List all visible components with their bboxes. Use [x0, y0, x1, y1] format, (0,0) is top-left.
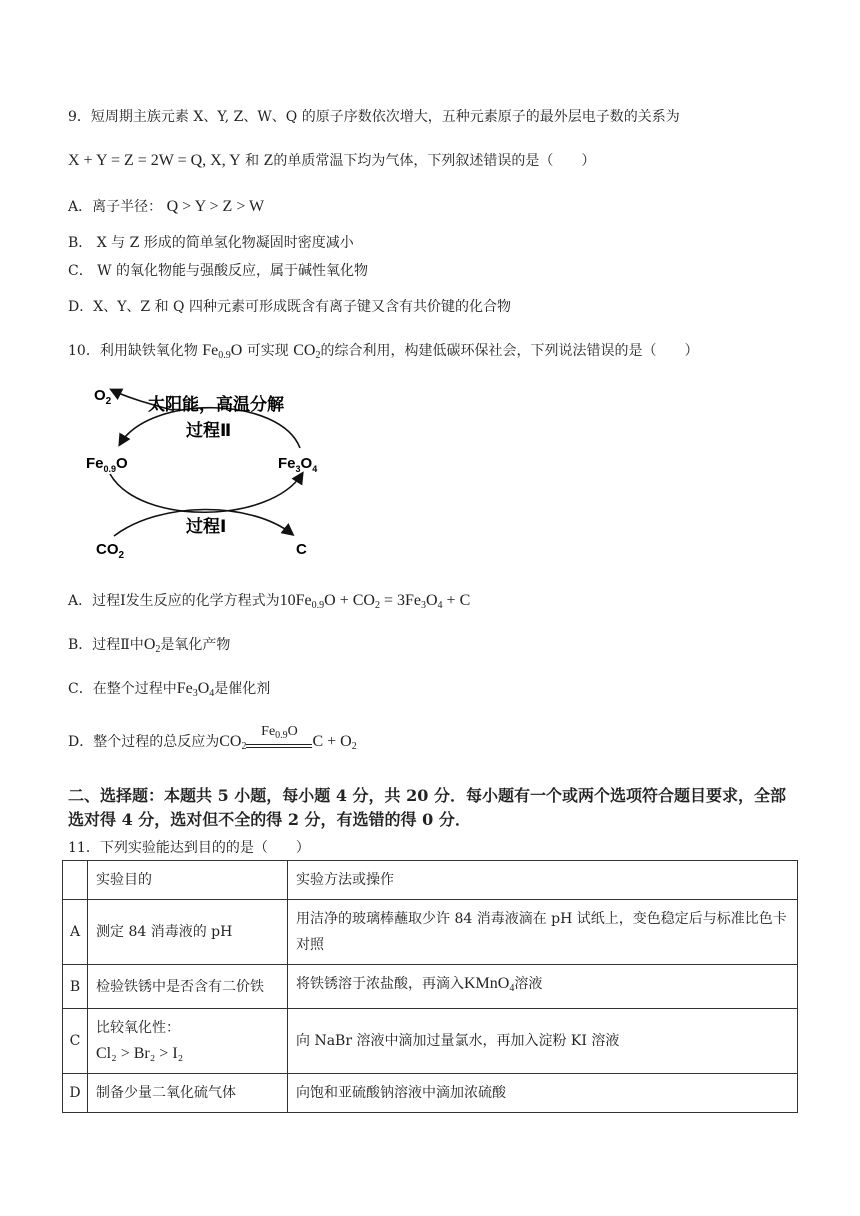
- row-goal: 检验铁锈中是否含有二价铁: [88, 965, 288, 1009]
- q10-co2: $CO_2$: [293, 342, 321, 361]
- q10-option-a: [68, 590, 470, 611]
- row-method: 将铁锈溶于浓盐酸，再滴入KMnO$_4$溶液: [288, 965, 798, 1009]
- section-two-heading: 二、选择题：本题共 5 小题，每小题 4 分，共 20 分．每小题有一个或两个选项符合题目要求，全部选对得 4 分，选对但不全的得 2 分，有选错的得 0 分．: [68, 786, 786, 829]
- q9-option-d: D．X、Y、Z 和 Q 四种元素可形成既含有离子键又含有共价键的化合物: [68, 299, 511, 315]
- q10-stem-c: 的综合利用，构建低碳环保社会，下列说法错误的是（ ）: [320, 343, 699, 359]
- q9-option-a: [68, 196, 264, 216]
- row-method: 用洁净的玻璃棒蘸取少许 84 消毒液滴在 pH 试纸上，变色稳定后与标准比色卡对照: [288, 900, 798, 965]
- header-method: 实验方法或操作: [288, 861, 798, 900]
- q10-option-a-equation: $10Fe_{0.9}O + CO_2 = 3Fe_3O_4 + C$: [279, 592, 471, 611]
- q9-stem-line2: [68, 150, 595, 170]
- q9-option-a-math: Q > Y > Z > W: [166, 198, 265, 215]
- row-goal: 比较氧化性： Cl₂ > Br₂ > I₂: [88, 1009, 288, 1074]
- row-method: 向饱和亚硫酸钠溶液中滴加浓硫酸: [288, 1074, 798, 1113]
- experiment-table: [62, 860, 798, 1113]
- cycle-diagram: [80, 376, 340, 566]
- label-c: C: [296, 541, 307, 558]
- q10-option-b: B．过程Ⅱ中$O_2$是氧化产物: [68, 636, 231, 655]
- row-label: A: [63, 900, 88, 965]
- label-co2: $CO_2$: [96, 541, 125, 561]
- table-header-row: [63, 861, 798, 900]
- row-goal: 测定 84 消毒液的 pH: [88, 900, 288, 965]
- row-label: D: [63, 1074, 88, 1113]
- label-fe3o4: $Fe_3O_4$: [278, 455, 318, 474]
- table-row: [63, 900, 798, 965]
- q10-fe09o: $Fe_{0.9}O$: [202, 342, 243, 361]
- q9-relation: X + Y = Z = 2W = Q, X, Y: [68, 152, 241, 169]
- q9-z: Z: [263, 152, 274, 169]
- label-top-2: 过程Ⅱ: [186, 421, 232, 440]
- row-label: B: [63, 965, 88, 1009]
- label-bottom: 过程Ⅰ: [186, 517, 227, 536]
- q9-text-rest: 的单质常温下均为气体，下列叙述错误的是（ ）: [273, 153, 596, 169]
- table-row: [63, 1074, 798, 1113]
- row-label: C: [63, 1009, 88, 1074]
- row-goal: 制备少量二氧化硫气体: [88, 1074, 288, 1113]
- table-row: [63, 1009, 798, 1074]
- lower-arc: [110, 474, 302, 512]
- label-fe09o: $Fe_{0.9}O$: [86, 455, 128, 474]
- row-method: 向 NaBr 溶液中滴加过量氯水，再加入淀粉 KI 溶液: [288, 1009, 798, 1074]
- q10-option-d: D．整个过程的总反应为$CO_2$ $Fe_{0.9}O$ $C + O_2$: [68, 724, 357, 752]
- q9-text-and: 和: [245, 153, 260, 169]
- label-o2: $O_2$: [94, 387, 112, 407]
- q9-option-b: B． X 与 Z 形成的简单氢化物凝固时密度减小: [68, 235, 354, 251]
- q9-option-a-label: A．离子半径：: [68, 199, 163, 215]
- q9-stem-line1: 9．短周期主族元素 X、Y, Z、W、Q 的原子序数依次增大，五种元素原子的最外层电子数的关系为: [68, 109, 680, 125]
- q10-option-c: C．在整个过程中$Fe_3O_4$是催化剂: [68, 680, 271, 699]
- q11-stem: 11．下列实验能达到目的的是（ ）: [68, 840, 310, 856]
- q10-stem-b: 可实现: [246, 343, 289, 359]
- q10-stem-a: 10．利用缺铁氧化物: [68, 343, 198, 359]
- q9-option-c: C． W 的氧化物能与强酸反应，属于碱性氧化物: [68, 263, 369, 279]
- reaction-condition: $Fe_{0.9}O$: [246, 724, 312, 748]
- table-row: [63, 965, 798, 1009]
- q10-stem: [68, 340, 698, 361]
- q10-option-a-label: A．过程Ⅰ发生反应的化学方程式为: [68, 593, 280, 609]
- header-goal: 实验目的: [88, 861, 288, 900]
- label-top-1: 太阳能，高温分解: [148, 395, 284, 414]
